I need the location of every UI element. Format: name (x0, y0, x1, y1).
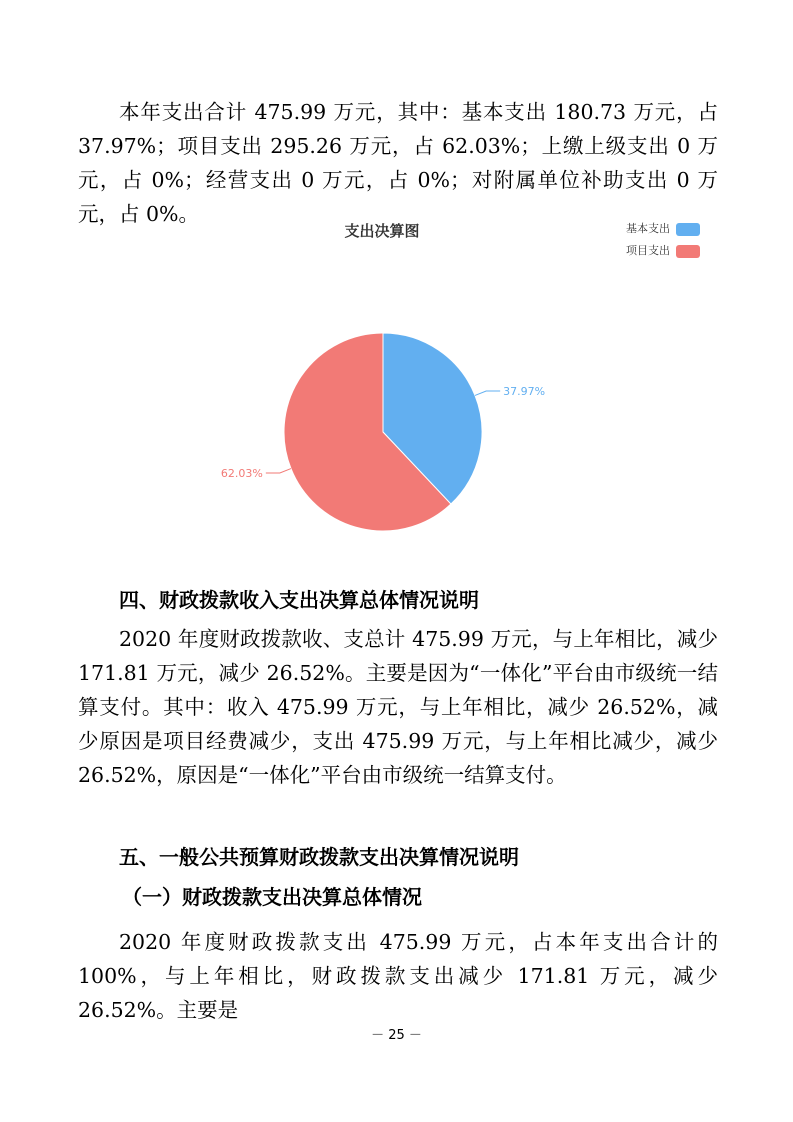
slice-label-1: 37.97% (503, 385, 546, 399)
chart-legend (626, 221, 700, 258)
expenditure-pie-chart (200, 210, 720, 560)
chart-title: 支出决算图 (344, 222, 420, 240)
legend-label-2: 项目支出 (626, 244, 670, 257)
intro-paragraph: 本年支出合计 475.99 万元，其中：基本支出 180.73 万元，占 37.97%；项目支出 295.26 万元，占 62.03%；上缴上级支出 0 万元，占 0%；经营支出 0 万元，占 0%；对附属单位补助支出 0 万元，占 0%。 (78, 100, 718, 226)
section-4-heading: 四、财政拨款收入支出决算总体情况说明 (119, 588, 479, 612)
slice-label-2: 62.03% (220, 466, 263, 480)
page-number: － 25 － (371, 1028, 422, 1043)
leader-line-2 (266, 469, 291, 473)
pie-slices (284, 333, 482, 531)
section-4-paragraph: 2020 年度财政拨款收、支总计 475.99 万元，与上年相比，减少 171.81 万元，减少 26.52%。主要是因为“一体化”平台由市级统一结算支付。其中：收入 475.99 万元，与上年相比，减少 26.52%，减少原因是项目经费减少，支出 475.99 万元，与上年相比减少，减少 26.52%，原因是“一体化”平台由市级统一结算支付。 (78, 627, 718, 787)
leader-line-1 (475, 391, 500, 395)
legend-swatch-1 (676, 223, 700, 236)
legend-swatch-2 (676, 245, 700, 258)
legend-label-1: 基本支出 (626, 222, 670, 235)
section-5-heading: 五、一般公共预算财政拨款支出决算情况说明 (119, 845, 519, 869)
section-5-1-heading: （一）财政拨款支出决算总体情况 (122, 885, 422, 909)
section-5-1-paragraph: 2020 年度财政拨款支出 475.99 万元，占本年支出合计的 100%，与上年相比，财政拨款支出减少 171.81 万元，减少 26.52%。主要是 (78, 930, 718, 1022)
